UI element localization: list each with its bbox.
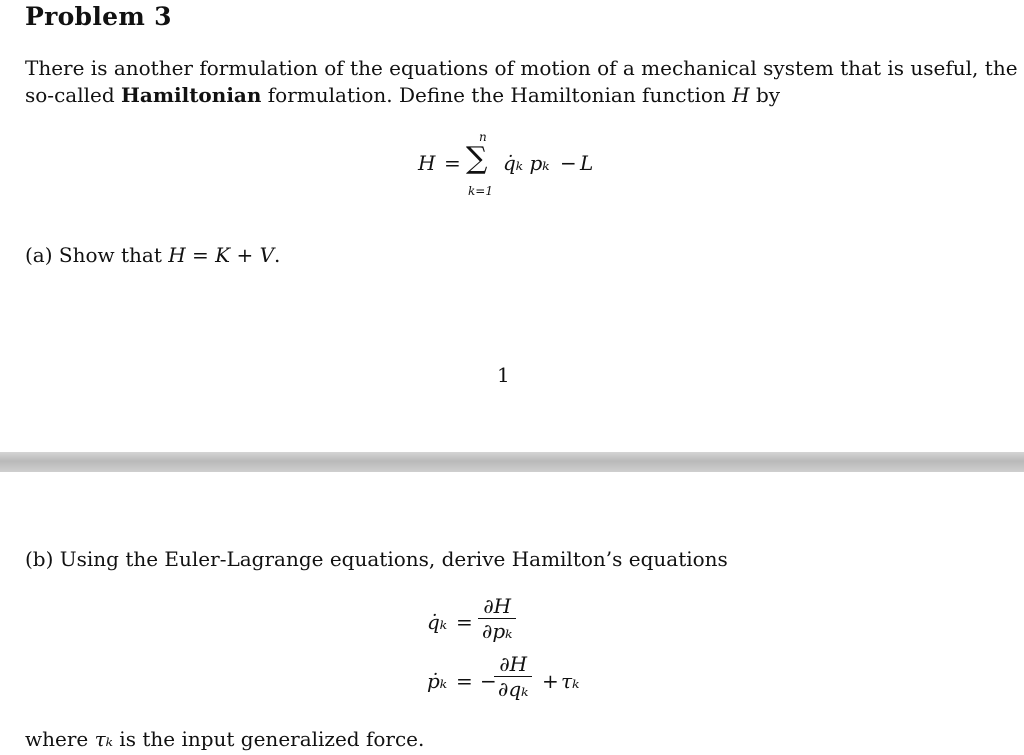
- eq-def-equals: =: [444, 151, 461, 175]
- hamiltonian-term: Hamiltonian: [120, 83, 262, 107]
- eq2-equals: =: [456, 669, 473, 693]
- eq1-fraction: [478, 594, 516, 643]
- eq2-denominator: ∂qₖ: [498, 677, 529, 701]
- eq1-denominator: ∂pₖ: [482, 619, 513, 643]
- part-a-math: H = K + V: [168, 243, 275, 267]
- eq2-plus: +: [542, 669, 559, 693]
- intro-line-2-end: by: [749, 83, 781, 107]
- part-a-end: .: [274, 243, 281, 267]
- eq2-lhs: ṗₖ: [427, 669, 448, 693]
- intro-line-1: There is another formulation of the equations of motion of a mechanical system that is useful, the: [25, 56, 1018, 80]
- intro-line-2-post: formulation. Define the Hamiltonian function: [261, 83, 733, 107]
- footer-pre: where: [25, 727, 95, 751]
- eq-def-lhs: H: [418, 151, 436, 175]
- eq2-minus: −: [480, 669, 497, 693]
- summation-icon: ∑: [466, 141, 488, 176]
- eq2-tau: τₖ: [561, 669, 580, 693]
- part-a: [25, 242, 280, 269]
- sum-upper-limit: n: [479, 130, 487, 144]
- page-number: 1: [497, 363, 510, 387]
- eq1-numerator: ∂H: [478, 594, 516, 619]
- hamiltonian-variable: H: [732, 83, 750, 107]
- eq2-fraction: [494, 652, 532, 701]
- footer-tau: τₖ: [94, 727, 113, 751]
- part-b-label: (b) Using the Euler-Lagrange equations, derive Hamilton’s equations: [25, 547, 728, 571]
- eq1-equals: =: [456, 610, 473, 634]
- eq2-numerator: ∂H: [494, 652, 532, 677]
- eq-def-rhs: L: [580, 151, 594, 175]
- intro-line-2: [25, 82, 780, 109]
- page-divider: [0, 452, 1024, 472]
- sum-lower-limit: k=1: [468, 184, 493, 198]
- eq1-lhs: q̇ₖ: [427, 610, 448, 634]
- eq-def-term: q̇ₖ pₖ: [503, 151, 550, 175]
- problem-title: Problem 3: [25, 2, 172, 31]
- intro-line-2-pre: so-called: [25, 83, 121, 107]
- eq-def-minus: −: [560, 151, 577, 175]
- footer-post: is the input generalized force.: [112, 727, 425, 751]
- part-a-label: (a) Show that: [25, 243, 169, 267]
- footer-note: [25, 726, 424, 753]
